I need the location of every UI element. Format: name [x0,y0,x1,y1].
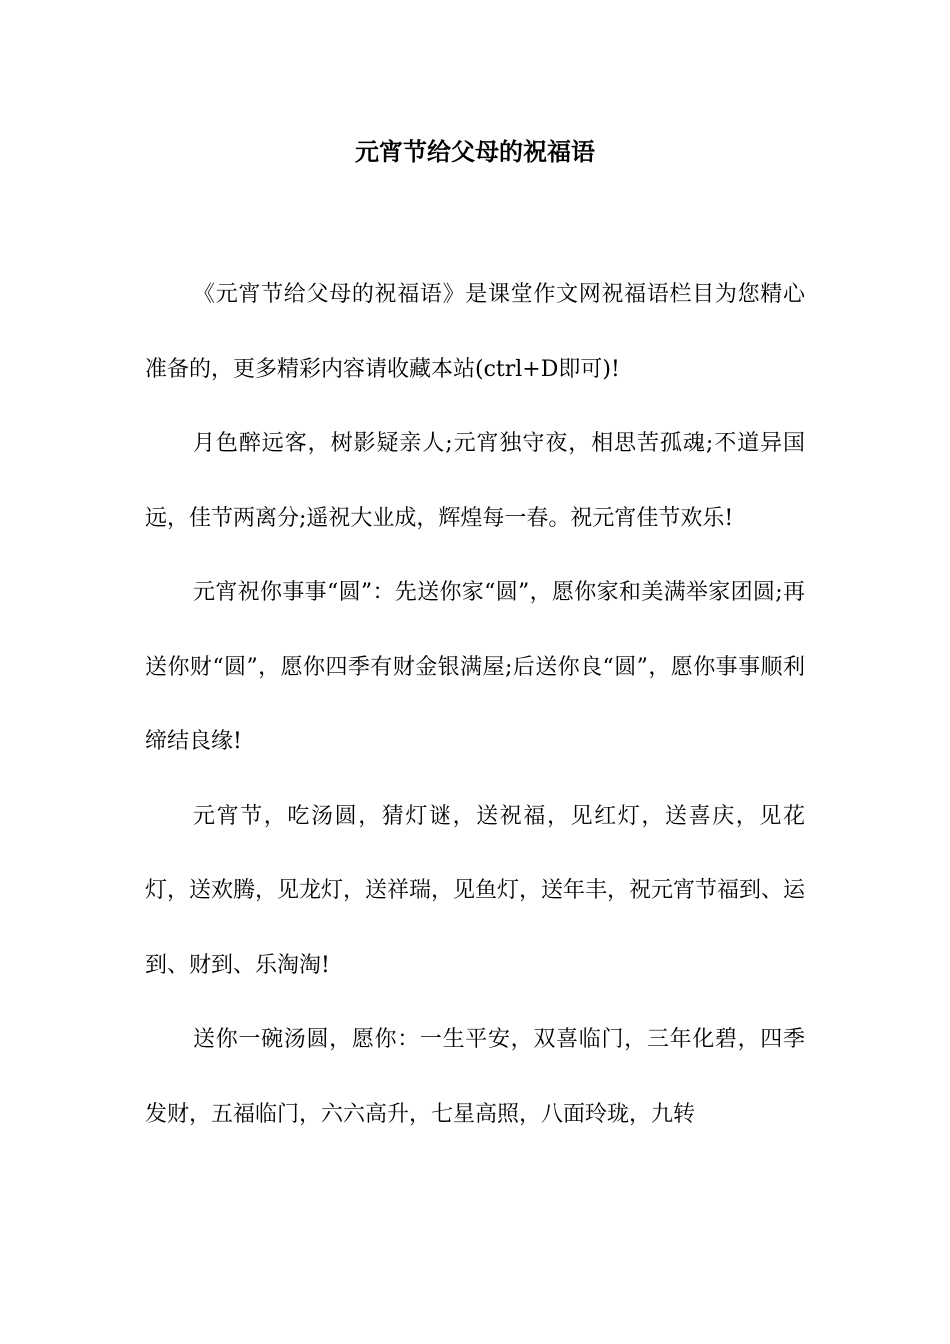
paragraph-2: 月色醉远客，树影疑亲人;元宵独守夜，相思苦孤魂;不道异国远，佳节两离分;遥祝大业成，辉煌每一春。祝元宵佳节欢乐! [145,431,805,531]
document-title: 元宵节给父母的祝福语 [355,138,595,166]
paragraph-3: 元宵祝你事事“圆”：先送你家“圆”，愿你家和美满举家团圆;再送你财“圆”，愿你四季有财金银满屋;后送你良“圆”，愿你事事顺利缔结良缘! [145,580,805,754]
paragraph-5: 送你一碗汤圆，愿你：一生平安，双喜临门，三年化碧，四季发财，五福临门，六六高升，七星高照，八面玲珑，九转 [145,1027,805,1127]
paragraph-4: 元宵节，吃汤圆，猜灯谜，送祝福，见红灯，送喜庆，见花灯，送欢腾，见龙灯，送祥瑞，见鱼灯，送年丰，祝元宵节福到、运到、财到、乐淘淘! [145,803,806,978]
paragraph-1: 《元宵节给父母的祝福语》是课堂作文网祝福语栏目为您精心准备的，更多精彩内容请收藏本站(ctrl+D即可)! [145,282,805,382]
document-body [145,258,805,1152]
